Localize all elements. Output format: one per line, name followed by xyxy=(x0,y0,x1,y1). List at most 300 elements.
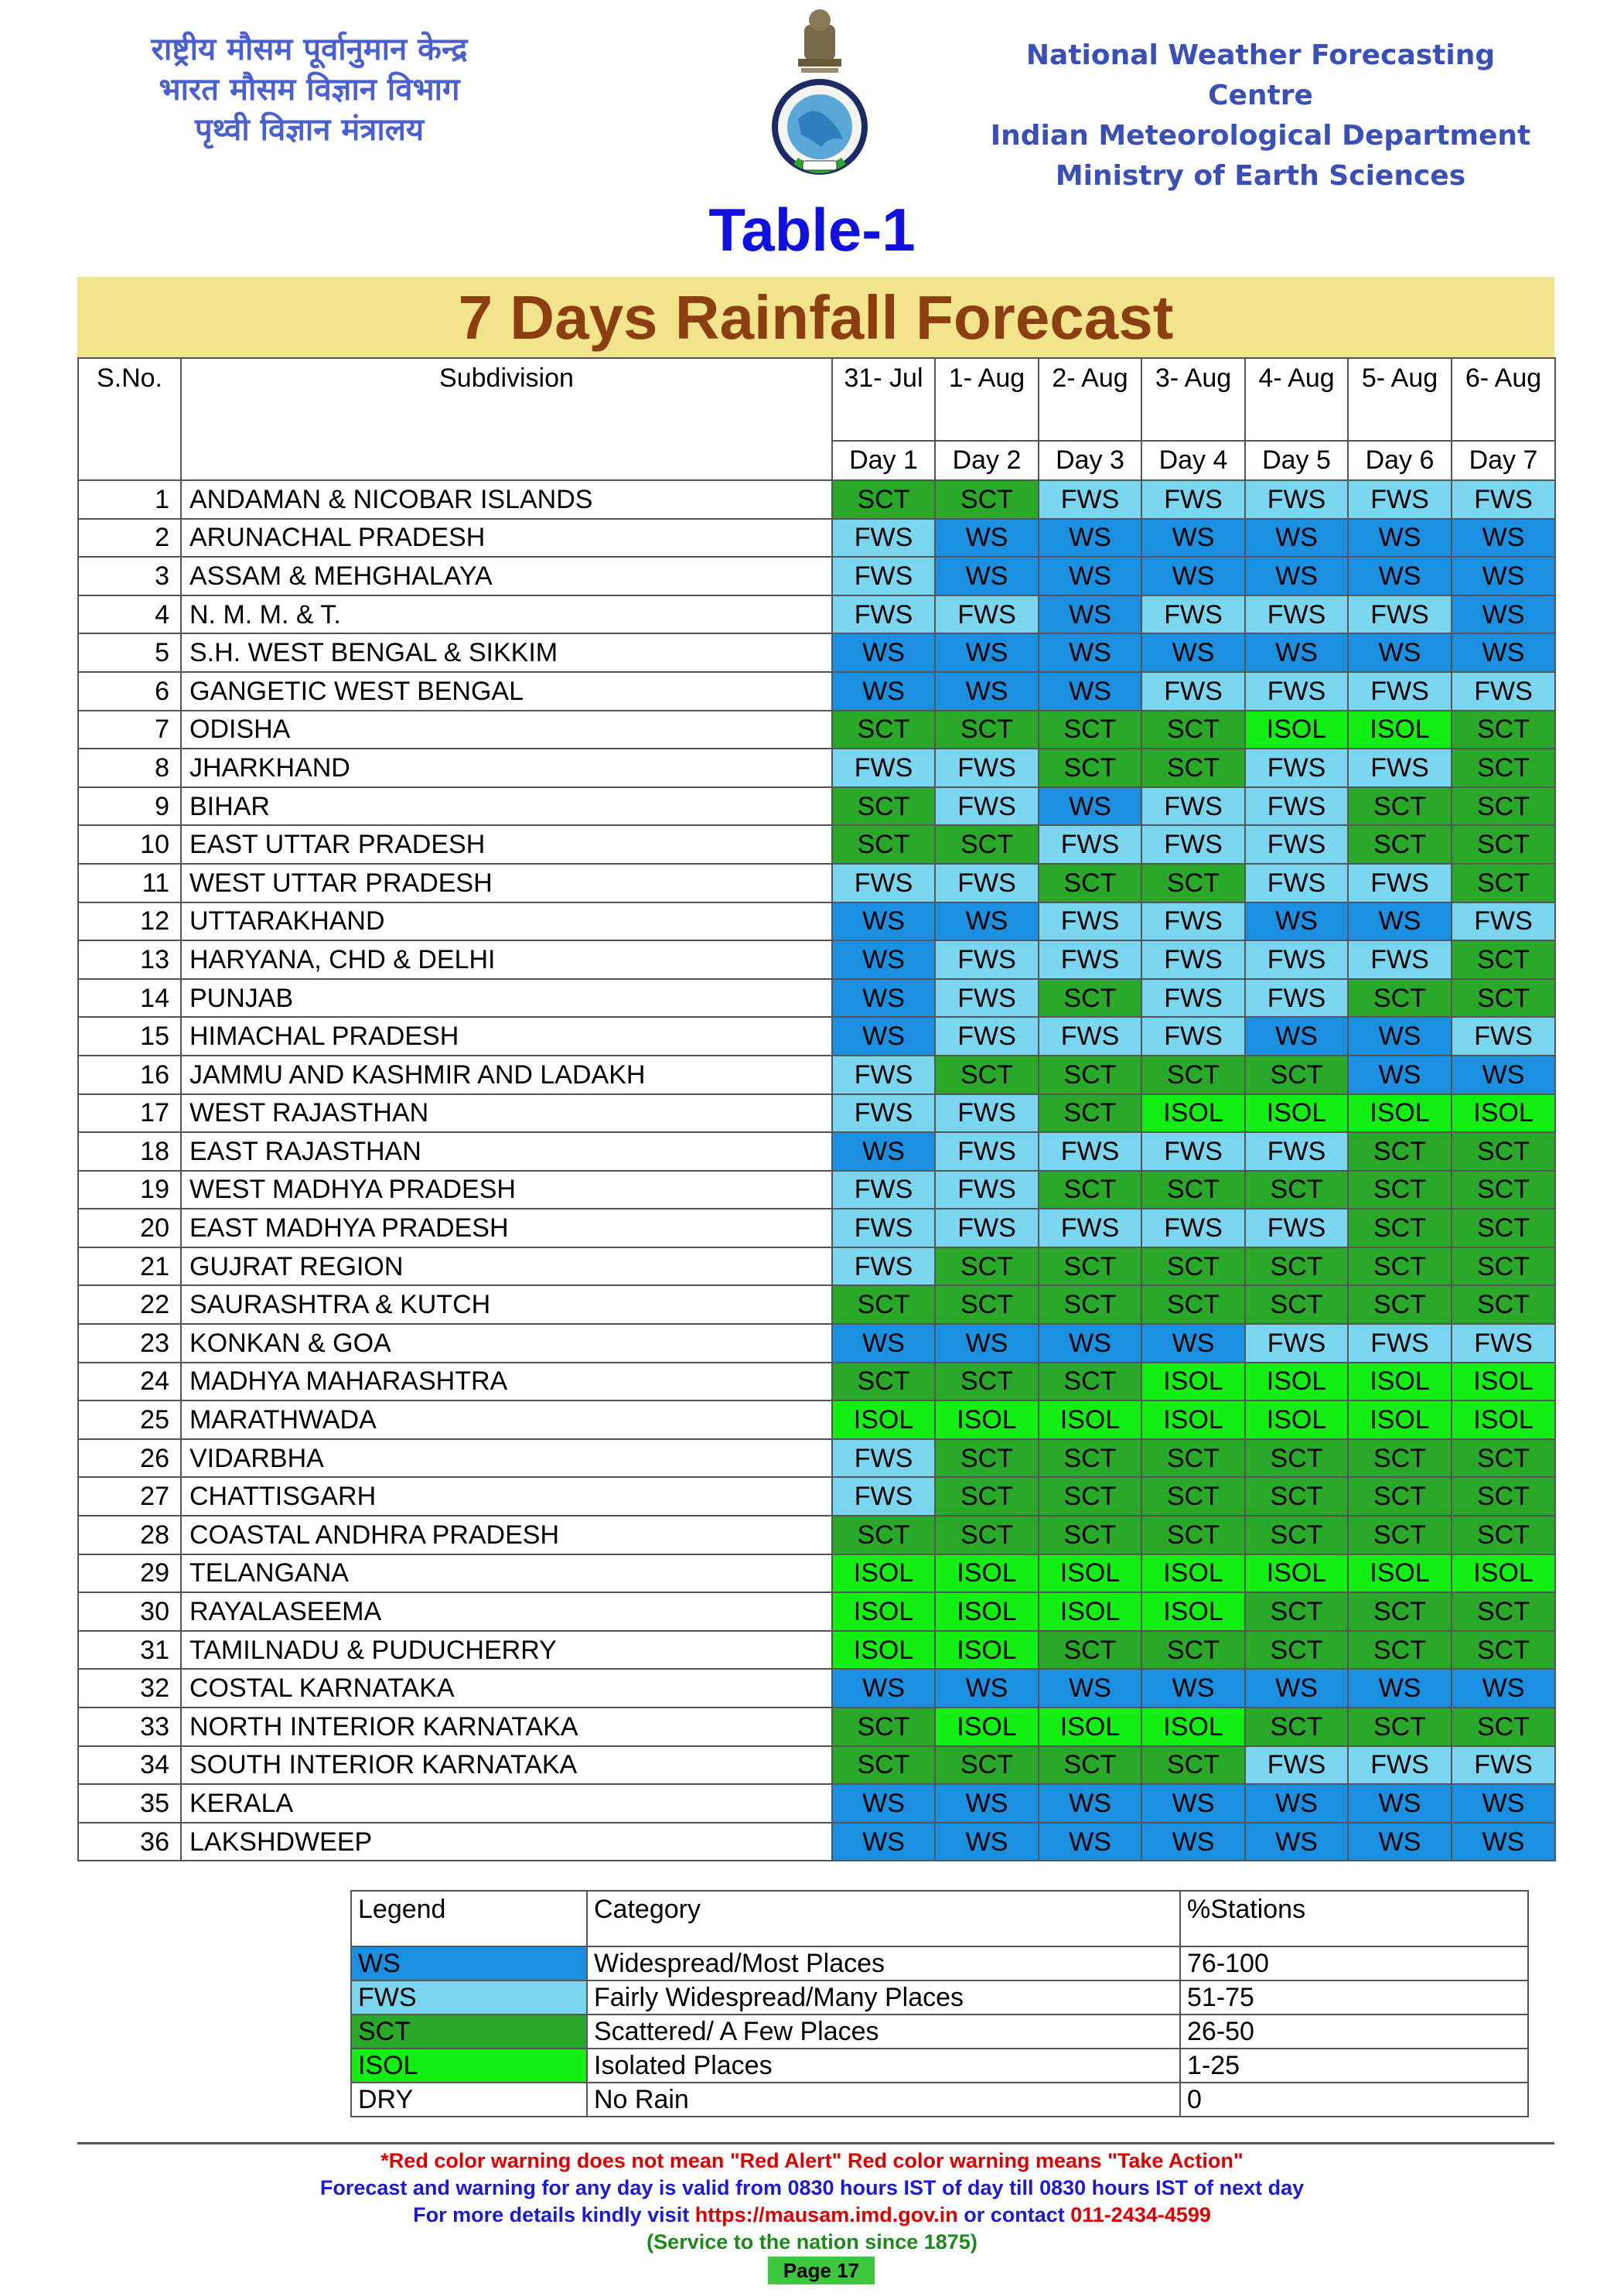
forecast-cell: ISOL xyxy=(1141,1592,1245,1631)
table-row xyxy=(78,902,1555,941)
row-subdivision: ODISHA xyxy=(181,711,832,749)
col-date-header: 2- Aug xyxy=(1039,358,1141,441)
forecast-cell: FWS xyxy=(832,864,935,902)
hindi-header-line-2: भारत मौसम विज्ञान विभाग xyxy=(159,72,460,107)
row-subdivision: JAMMU AND KASHMIR AND LADAKH xyxy=(181,1056,832,1094)
forecast-cell: FWS xyxy=(1245,864,1348,902)
row-sno: 14 xyxy=(78,979,181,1018)
forecast-cell: ISOL xyxy=(832,1400,935,1439)
table-row xyxy=(78,1056,1555,1094)
forecast-cell: FWS xyxy=(1039,1209,1141,1247)
forecast-cell: SCT xyxy=(1245,1708,1348,1746)
legend-row xyxy=(351,1946,1528,1980)
forecast-cell: SCT xyxy=(1452,1516,1555,1554)
forecast-cell: WS xyxy=(1452,1784,1555,1823)
footer-divider xyxy=(77,2142,1554,2144)
forecast-cell: WS xyxy=(1245,519,1348,558)
row-subdivision: VIDARBHA xyxy=(181,1439,832,1478)
forecast-cell: SCT xyxy=(1141,1516,1245,1554)
forecast-cell: WS xyxy=(1141,1324,1245,1363)
forecast-cell: ISOL xyxy=(832,1554,935,1593)
forecast-cell: ISOL xyxy=(1245,1554,1348,1593)
col-day-header: Day 1 xyxy=(832,441,935,480)
forecast-cell: SCT xyxy=(935,1516,1039,1554)
footer-validity-note: Forecast and warning for any day is valid from 0830 hours IST of day till 0830 hours IST of next day xyxy=(319,2176,1305,2199)
forecast-cell: SCT xyxy=(1452,1439,1555,1478)
forecast-cell: FWS xyxy=(1245,1209,1348,1247)
legend-table xyxy=(350,1890,1529,2117)
forecast-cell: WS xyxy=(1245,633,1348,672)
forecast-cell: FWS xyxy=(1452,480,1555,519)
forecast-cell: SCT xyxy=(1452,1132,1555,1171)
forecast-cell: SCT xyxy=(1245,1592,1348,1631)
forecast-cell: WS xyxy=(1141,557,1245,595)
hindi-header-line-3: पृथ्वी विज्ञान मंत्रालय xyxy=(194,112,425,148)
forecast-cell: FWS xyxy=(832,557,935,595)
forecast-cell: WS xyxy=(1245,1784,1348,1823)
forecast-cell: FWS xyxy=(832,519,935,558)
row-subdivision: JHARKHAND xyxy=(181,749,832,787)
table-row xyxy=(78,1631,1555,1670)
forecast-cell: ISOL xyxy=(1348,1554,1452,1593)
forecast-cell: ISOL xyxy=(1141,1708,1245,1746)
forecast-cell: FWS xyxy=(1452,1017,1555,1056)
row-subdivision: UTTARAKHAND xyxy=(181,902,832,941)
legend-code: DRY xyxy=(351,2083,587,2117)
forecast-cell: FWS xyxy=(935,1017,1039,1056)
forecast-cell: SCT xyxy=(1348,1516,1452,1554)
forecast-cell: SCT xyxy=(1348,1132,1452,1171)
forecast-cell: FWS xyxy=(935,787,1039,826)
forecast-cell: SCT xyxy=(1141,749,1245,787)
row-subdivision: KERALA xyxy=(181,1784,832,1823)
forecast-title: 7 Days Rainfall Forecast xyxy=(77,277,1554,357)
forecast-cell: SCT xyxy=(1039,1516,1141,1554)
forecast-cell: WS xyxy=(1141,633,1245,672)
forecast-cell: FWS xyxy=(1245,1746,1348,1785)
english-header-line-1: National Weather Forecasting Centre xyxy=(1025,39,1496,111)
forecast-cell: FWS xyxy=(1245,749,1348,787)
col-date-header: 5- Aug xyxy=(1348,358,1452,441)
forecast-cell: ISOL xyxy=(1245,1363,1348,1401)
forecast-cell: FWS xyxy=(1039,825,1141,864)
forecast-cell: WS xyxy=(1452,519,1555,558)
forecast-cell: FWS xyxy=(935,864,1039,902)
forecast-cell: WS xyxy=(832,672,935,711)
table-label: Table-1 xyxy=(708,196,916,264)
legend-percent: 51-75 xyxy=(1180,1980,1528,2015)
forecast-cell: SCT xyxy=(1348,1439,1452,1478)
table-row xyxy=(78,1324,1555,1363)
forecast-cell: SCT xyxy=(1452,1285,1555,1324)
col-day-header: Day 5 xyxy=(1245,441,1348,480)
forecast-cell: WS xyxy=(1039,1324,1141,1363)
forecast-cell: FWS xyxy=(1348,595,1452,634)
forecast-cell: FWS xyxy=(1245,787,1348,826)
table-row xyxy=(78,1784,1555,1823)
row-sno: 1 xyxy=(78,480,181,519)
row-sno: 36 xyxy=(78,1823,181,1861)
forecast-cell: ISOL xyxy=(1348,1094,1452,1133)
forecast-cell: FWS xyxy=(1245,979,1348,1018)
forecast-cell: SCT xyxy=(1141,1171,1245,1209)
forecast-cell: WS xyxy=(1039,787,1141,826)
forecast-table-body xyxy=(78,480,1555,1861)
row-subdivision: TELANGANA xyxy=(181,1554,832,1593)
row-sno: 21 xyxy=(78,1247,181,1286)
forecast-cell: SCT xyxy=(832,1708,935,1746)
legend-code: FWS xyxy=(351,1980,587,2015)
forecast-cell: WS xyxy=(1348,1784,1452,1823)
forecast-cell: ISOL xyxy=(1348,711,1452,749)
row-subdivision: EAST UTTAR PRADESH xyxy=(181,825,832,864)
forecast-cell: ISOL xyxy=(1452,1094,1555,1133)
table-row xyxy=(78,557,1555,595)
forecast-cell: WS xyxy=(1452,633,1555,672)
row-sno: 29 xyxy=(78,1554,181,1593)
hindi-header xyxy=(93,29,526,150)
forecast-cell: SCT xyxy=(1141,1285,1245,1324)
forecast-cell: FWS xyxy=(935,1132,1039,1171)
forecast-cell: FWS xyxy=(832,1209,935,1247)
legend-percent: 26-50 xyxy=(1180,2015,1528,2049)
forecast-cell: WS xyxy=(1348,1823,1452,1861)
forecast-cell: ISOL xyxy=(1348,1363,1452,1401)
forecast-cell: SCT xyxy=(832,1746,935,1785)
table-row xyxy=(78,1439,1555,1478)
legend-percent: 76-100 xyxy=(1180,1946,1528,1980)
row-sno: 30 xyxy=(78,1592,181,1631)
forecast-cell: SCT xyxy=(1452,864,1555,902)
forecast-cell: SCT xyxy=(1245,1631,1348,1670)
row-sno: 27 xyxy=(78,1477,181,1516)
forecast-cell: SCT xyxy=(1039,1285,1141,1324)
forecast-cell: WS xyxy=(1039,557,1141,595)
forecast-cell: SCT xyxy=(1039,979,1141,1018)
forecast-cell: FWS xyxy=(1452,1324,1555,1363)
forecast-cell: SCT xyxy=(1141,1056,1245,1094)
forecast-cell: SCT xyxy=(832,1363,935,1401)
forecast-cell: FWS xyxy=(1141,902,1245,941)
forecast-cell: ISOL xyxy=(935,1554,1039,1593)
forecast-cell: FWS xyxy=(935,940,1039,979)
forecast-cell: FWS xyxy=(1141,825,1245,864)
forecast-cell: SCT xyxy=(832,711,935,749)
table-row xyxy=(78,1017,1555,1056)
footer-contact-text: or contact xyxy=(957,2203,1071,2226)
forecast-cell: SCT xyxy=(1348,1171,1452,1209)
forecast-cell: WS xyxy=(832,1017,935,1056)
legend-category: Widespread/Most Places xyxy=(587,1946,1180,1980)
forecast-cell: WS xyxy=(832,979,935,1018)
legend-row xyxy=(351,2049,1528,2083)
forecast-cell: WS xyxy=(1452,595,1555,634)
forecast-cell: FWS xyxy=(1141,940,1245,979)
forecast-cell: SCT xyxy=(1348,787,1452,826)
row-subdivision: SOUTH INTERIOR KARNATAKA xyxy=(181,1746,832,1785)
row-subdivision: PUNJAB xyxy=(181,979,832,1018)
forecast-cell: WS xyxy=(832,633,935,672)
col-date-header: 6- Aug xyxy=(1452,358,1555,441)
forecast-cell: FWS xyxy=(1348,672,1452,711)
row-sno: 11 xyxy=(78,864,181,902)
row-subdivision: MADHYA MAHARASHTRA xyxy=(181,1363,832,1401)
forecast-cell: SCT xyxy=(1452,1477,1555,1516)
row-sno: 6 xyxy=(78,672,181,711)
forecast-cell: WS xyxy=(1245,1823,1348,1861)
forecast-cell: ISOL xyxy=(1039,1592,1141,1631)
forecast-cell: FWS xyxy=(1452,902,1555,941)
forecast-cell: FWS xyxy=(1452,1746,1555,1785)
forecast-cell: WS xyxy=(935,902,1039,941)
col-date-header: 3- Aug xyxy=(1141,358,1245,441)
forecast-cell: SCT xyxy=(1452,1708,1555,1746)
forecast-cell: WS xyxy=(1348,1056,1452,1094)
forecast-cell: SCT xyxy=(832,787,935,826)
row-subdivision: LAKSHDWEEP xyxy=(181,1823,832,1861)
legend-code: ISOL xyxy=(351,2049,587,2083)
row-subdivision: ANDAMAN & NICOBAR ISLANDS xyxy=(181,480,832,519)
forecast-cell: SCT xyxy=(1452,979,1555,1018)
forecast-cell: ISOL xyxy=(935,1592,1039,1631)
row-subdivision: BIHAR xyxy=(181,787,832,826)
row-sno: 20 xyxy=(78,1209,181,1247)
forecast-cell: SCT xyxy=(935,711,1039,749)
forecast-cell: FWS xyxy=(1141,1017,1245,1056)
legend-col-header: Category xyxy=(587,1891,1180,1946)
forecast-cell: SCT xyxy=(1245,1477,1348,1516)
forecast-cell: SCT xyxy=(1141,1746,1245,1785)
forecast-cell: SCT xyxy=(1141,1477,1245,1516)
legend-category: No Rain xyxy=(587,2083,1180,2117)
forecast-cell: WS xyxy=(1039,1823,1141,1861)
forecast-cell: SCT xyxy=(935,825,1039,864)
forecast-cell: FWS xyxy=(1245,940,1348,979)
forecast-cell: FWS xyxy=(832,1171,935,1209)
forecast-cell: SCT xyxy=(1452,1171,1555,1209)
footer-contact-text: For more details kindly visit xyxy=(413,2203,695,2226)
forecast-cell: ISOL xyxy=(1039,1554,1141,1593)
forecast-cell: SCT xyxy=(1141,1631,1245,1670)
legend-percent: 0 xyxy=(1180,2083,1528,2117)
forecast-cell: SCT xyxy=(1039,1247,1141,1286)
forecast-cell: WS xyxy=(1452,1056,1555,1094)
footer-warning-note: *Red color warning does not mean "Red Alert" Red color warning means "Take Action" xyxy=(380,2149,1244,2172)
table-row xyxy=(78,1477,1555,1516)
forecast-cell: SCT xyxy=(832,1516,935,1554)
legend-col-header: %Stations xyxy=(1180,1891,1528,1946)
forecast-cell: FWS xyxy=(1141,1132,1245,1171)
forecast-cell: SCT xyxy=(935,1247,1039,1286)
forecast-cell: FWS xyxy=(1141,480,1245,519)
forecast-cell: SCT xyxy=(1039,864,1141,902)
forecast-cell: WS xyxy=(1141,1669,1245,1708)
table-row xyxy=(78,1247,1555,1286)
forecast-cell: SCT xyxy=(1452,1209,1555,1247)
forecast-cell: SCT xyxy=(1141,864,1245,902)
table-row xyxy=(78,672,1555,711)
row-subdivision: COASTAL ANDHRA PRADESH xyxy=(181,1516,832,1554)
row-sno: 5 xyxy=(78,633,181,672)
forecast-cell: WS xyxy=(1348,519,1452,558)
row-subdivision: HIMACHAL PRADESH xyxy=(181,1017,832,1056)
forecast-cell: WS xyxy=(1348,1669,1452,1708)
row-sno: 19 xyxy=(78,1171,181,1209)
forecast-cell: ISOL xyxy=(935,1708,1039,1746)
col-sno-header: S.No. xyxy=(78,358,181,480)
forecast-cell: WS xyxy=(1348,1017,1452,1056)
row-subdivision: KONKAN & GOA xyxy=(181,1324,832,1363)
legend-percent: 1-25 xyxy=(1180,2049,1528,2083)
forecast-cell: SCT xyxy=(1039,1171,1141,1209)
row-sno: 2 xyxy=(78,519,181,558)
col-date-header: 4- Aug xyxy=(1245,358,1348,441)
forecast-cell: SCT xyxy=(935,1285,1039,1324)
forecast-cell: WS xyxy=(1348,902,1452,941)
forecast-cell: WS xyxy=(1245,1669,1348,1708)
forecast-cell: ISOL xyxy=(935,1400,1039,1439)
table-row xyxy=(78,1094,1555,1133)
table-row xyxy=(78,1554,1555,1593)
row-sno: 7 xyxy=(78,711,181,749)
forecast-cell: ISOL xyxy=(1452,1554,1555,1593)
rainfall-forecast-table xyxy=(77,357,1556,1861)
row-subdivision: HARYANA, CHD & DELHI xyxy=(181,940,832,979)
forecast-cell: WS xyxy=(1039,1669,1141,1708)
col-day-header: Day 4 xyxy=(1141,441,1245,480)
legend-row xyxy=(351,1980,1528,2015)
forecast-cell: FWS xyxy=(1348,864,1452,902)
forecast-cell: FWS xyxy=(1039,902,1141,941)
forecast-cell: WS xyxy=(935,1669,1039,1708)
forecast-cell: SCT xyxy=(1348,1209,1452,1247)
forecast-cell: SCT xyxy=(1039,749,1141,787)
forecast-cell: ISOL xyxy=(1452,1400,1555,1439)
legend-category: Isolated Places xyxy=(587,2049,1180,2083)
table-row xyxy=(78,711,1555,749)
table-row xyxy=(78,749,1555,787)
row-sno: 23 xyxy=(78,1324,181,1363)
forecast-cell: WS xyxy=(1039,1784,1141,1823)
forecast-cell: WS xyxy=(935,1784,1039,1823)
forecast-cell: FWS xyxy=(1348,1746,1452,1785)
forecast-cell: FWS xyxy=(1348,940,1452,979)
forecast-cell: FWS xyxy=(935,749,1039,787)
forecast-cell: ISOL xyxy=(1348,1400,1452,1439)
forecast-cell: ISOL xyxy=(1245,1400,1348,1439)
row-subdivision: S.H. WEST BENGAL & SIKKIM xyxy=(181,633,832,672)
forecast-cell: SCT xyxy=(1348,1247,1452,1286)
row-sno: 22 xyxy=(78,1285,181,1324)
forecast-cell: ISOL xyxy=(935,1631,1039,1670)
col-day-header: Day 7 xyxy=(1452,441,1555,480)
forecast-cell: WS xyxy=(935,672,1039,711)
forecast-cell: WS xyxy=(832,1669,935,1708)
english-header-line-3: Ministry of Earth Sciences xyxy=(1055,160,1466,192)
row-sno: 33 xyxy=(78,1708,181,1746)
forecast-cell: WS xyxy=(1039,633,1141,672)
table-row xyxy=(78,864,1555,902)
forecast-cell: FWS xyxy=(832,595,935,634)
row-sno: 8 xyxy=(78,749,181,787)
row-subdivision: WEST RAJASTHAN xyxy=(181,1094,832,1133)
forecast-cell: FWS xyxy=(832,749,935,787)
forecast-cell: FWS xyxy=(1141,979,1245,1018)
table-row xyxy=(78,1285,1555,1324)
forecast-cell: WS xyxy=(832,1784,935,1823)
forecast-cell: SCT xyxy=(1348,1477,1452,1516)
row-sno: 4 xyxy=(78,595,181,634)
forecast-cell: SCT xyxy=(1348,1631,1452,1670)
forecast-cell: WS xyxy=(935,633,1039,672)
row-subdivision: EAST RAJASTHAN xyxy=(181,1132,832,1171)
forecast-cell: FWS xyxy=(1452,672,1555,711)
forecast-cell: WS xyxy=(832,902,935,941)
forecast-cell: ISOL xyxy=(1141,1400,1245,1439)
forecast-cell: SCT xyxy=(1452,1247,1555,1286)
forecast-cell: SCT xyxy=(935,1477,1039,1516)
forecast-cell: FWS xyxy=(935,979,1039,1018)
forecast-cell: SCT xyxy=(1245,1516,1348,1554)
row-subdivision: GANGETIC WEST BENGAL xyxy=(181,672,832,711)
row-sno: 12 xyxy=(78,902,181,941)
forecast-cell: SCT xyxy=(1039,1439,1141,1478)
forecast-cell: ISOL xyxy=(1245,711,1348,749)
forecast-cell: FWS xyxy=(935,1094,1039,1133)
legend-code: WS xyxy=(351,1946,587,1980)
table-row xyxy=(78,1363,1555,1401)
table-row xyxy=(78,1400,1555,1439)
row-subdivision: COSTAL KARNATAKA xyxy=(181,1669,832,1708)
forecast-cell: SCT xyxy=(1348,825,1452,864)
forecast-cell: WS xyxy=(1245,557,1348,595)
forecast-cell: SCT xyxy=(1348,979,1452,1018)
legend-col-header: Legend xyxy=(351,1891,587,1946)
forecast-cell: SCT xyxy=(1452,787,1555,826)
forecast-cell: FWS xyxy=(1348,1324,1452,1363)
row-subdivision: ASSAM & MEHGHALAYA xyxy=(181,557,832,595)
forecast-cell: SCT xyxy=(1348,1708,1452,1746)
forecast-cell: WS xyxy=(1141,1823,1245,1861)
imd-emblem-icon xyxy=(767,3,872,189)
forecast-cell: WS xyxy=(832,1823,935,1861)
row-sno: 10 xyxy=(78,825,181,864)
forecast-cell: SCT xyxy=(832,1285,935,1324)
forecast-cell: WS xyxy=(1039,595,1141,634)
forecast-cell: SCT xyxy=(1039,1056,1141,1094)
forecast-cell: FWS xyxy=(1348,749,1452,787)
forecast-cell: WS xyxy=(1452,1669,1555,1708)
forecast-cell: FWS xyxy=(1245,1324,1348,1363)
row-subdivision: GUJRAT REGION xyxy=(181,1247,832,1286)
legend-row xyxy=(351,2015,1528,2049)
forecast-cell: FWS xyxy=(1245,480,1348,519)
row-subdivision: ARUNACHAL PRADESH xyxy=(181,519,832,558)
footer-website-link[interactable]: https://mausam.imd.gov.in xyxy=(694,2203,958,2226)
forecast-cell: SCT xyxy=(935,1439,1039,1478)
table-row xyxy=(78,825,1555,864)
forecast-cell: FWS xyxy=(832,1247,935,1286)
forecast-cell: ISOL xyxy=(1039,1708,1141,1746)
forecast-cell: SCT xyxy=(1452,1631,1555,1670)
forecast-cell: FWS xyxy=(935,595,1039,634)
forecast-cell: WS xyxy=(832,1324,935,1363)
forecast-cell: SCT xyxy=(1348,1285,1452,1324)
forecast-cell: ISOL xyxy=(1452,1363,1555,1401)
forecast-cell: FWS xyxy=(1245,672,1348,711)
forecast-cell: SCT xyxy=(1245,1439,1348,1478)
row-subdivision: CHATTISGARH xyxy=(181,1477,832,1516)
